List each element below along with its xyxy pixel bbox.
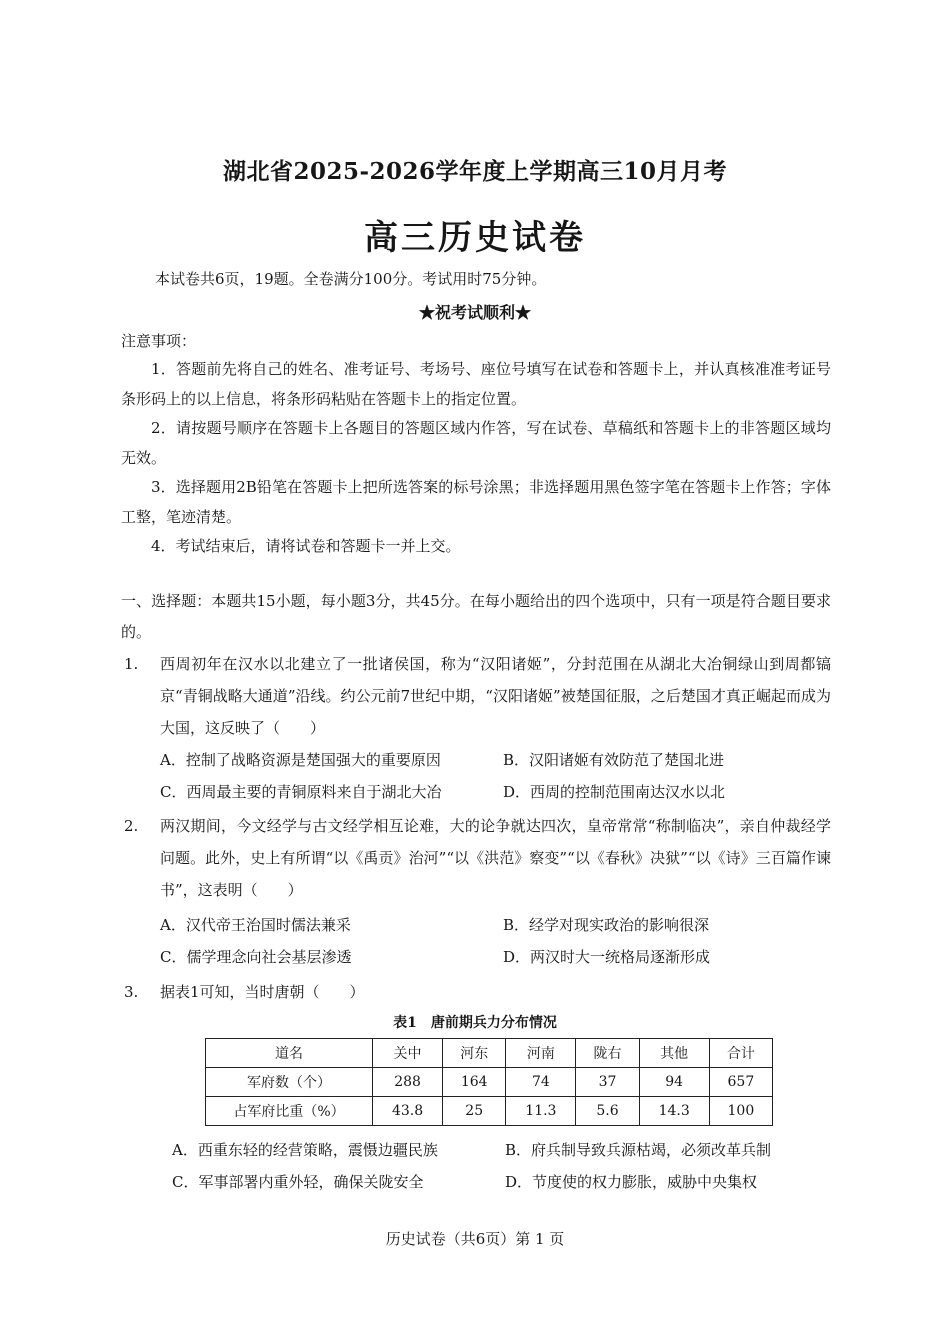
notice-item: 1．答题前先将自己的姓名、准考证号、考场号、座位号填写在试卷和答题卡上，并认真核准准考证号条形码上的以上信息，将条形码粘贴在答题卡上的指定位置。 [121, 360, 831, 408]
subject-title: 高三历史试卷 [364, 218, 586, 258]
option-b: B．府兵制导致兵源枯竭，必须改革兵制 [505, 1141, 772, 1159]
option-c: C．军事部署内重外轻，确保关陇安全 [172, 1173, 424, 1191]
notice-item: 4．考试结束后，请将试卷和答题卡一并上交。 [151, 537, 461, 555]
table-header-row [206, 1039, 773, 1068]
table-header-cell: 其他 [639, 1039, 709, 1068]
option-b: B．汉阳诸姬有效防范了楚国北进 [503, 751, 725, 769]
table-row-label: 军府数（个） [206, 1068, 373, 1097]
question-stem: 西周初年在汉水以北建立了一批诸侯国，称为“汉阳诸姬”，分封范围在从湖北大冶铜绿山到周都镐京“青铜战略大通道”沿线。约公元前7世纪中期，“汉阳诸姬”被楚国征服，之后楚国才真正崛起而成为大国，这反映了（ ） [160, 655, 831, 737]
good-luck-banner: ★祝考试顺利★ [418, 303, 531, 322]
question-2 [121, 810, 831, 906]
option-b: B．经学对现实政治的影响很深 [503, 916, 710, 934]
question-stem: 两汉期间，今文经学与古文经学相互论难，大的论争就达四次，皇帝常常“称制临决”，亲自仲裁经学问题。此外，史上有所谓“以《禹贡》治河”“以《洪范》察变”“以《春秋》决狱”“以《诗》三百篇作谏书”，这表明（ ） [160, 817, 831, 899]
table-cell: 11.3 [506, 1097, 576, 1126]
notice-heading: 注意事项： [121, 332, 197, 350]
table-header-cell: 道名 [206, 1039, 373, 1068]
table-cell: 657 [709, 1068, 772, 1097]
question-number: 3. [124, 983, 139, 1001]
table-cell: 37 [576, 1068, 639, 1097]
exam-info: 本试卷共6页，19题。全卷满分100分。考试用时75分钟。 [155, 270, 547, 288]
notice-item: 3．选择题用2B铅笔在答题卡上把所选答案的标号涂黑；非选择题用黑色签字笔在答题卡上作答；字体工整，笔迹清楚。 [121, 478, 831, 526]
question-stem: 据表1可知，当时唐朝（ ） [160, 983, 365, 1001]
table-header-cell: 关中 [373, 1039, 443, 1068]
exam-title: 湖北省2025-2026学年度上学期高三10月月考 [222, 158, 728, 185]
table-cell: 164 [443, 1068, 506, 1097]
question-number: 2. [124, 817, 139, 835]
option-d: D．两汉时大一统格局逐渐形成 [503, 948, 711, 966]
option-d: D．节度使的权力膨胀，威胁中央集权 [505, 1173, 758, 1191]
notice-item: 2．请按题号顺序在答题卡上各题目的答题区域内作答，写在试卷、草稿纸和答题卡上的非答题区域均无效。 [121, 419, 831, 467]
table-row [206, 1068, 773, 1097]
page-footer: 历史试卷（共6页）第 1 页 [385, 1230, 565, 1248]
section-heading: 一、选择题：本题共15小题，每小题3分，共45分。在每小题给出的四个选项中，只有一项是符合题目要求的。 [121, 592, 831, 641]
notice-list [121, 355, 831, 562]
option-c: C．西周最主要的青铜原料来自于湖北大冶 [160, 783, 442, 801]
table-cell: 5.6 [576, 1097, 639, 1126]
table-header-cell: 陇右 [576, 1039, 639, 1068]
table-header-cell: 合计 [709, 1039, 772, 1068]
option-a: A．控制了战略资源是楚国强大的重要原因 [160, 751, 441, 769]
table-row [206, 1097, 773, 1126]
table-header-cell: 河南 [506, 1039, 576, 1068]
table-cell: 100 [709, 1097, 772, 1126]
table-title: 表1 唐前期兵力分布情况 [393, 1015, 557, 1031]
question-3 [121, 976, 831, 1008]
troop-distribution-table [205, 1038, 773, 1126]
question-1 [121, 648, 831, 744]
option-a: A．汉代帝王治国时儒法兼采 [160, 916, 351, 934]
table-header-cell: 河东 [443, 1039, 506, 1068]
option-a: A．西重东轻的经营策略，震慑边疆民族 [172, 1141, 438, 1159]
table-cell: 94 [639, 1068, 709, 1097]
table-cell: 25 [443, 1097, 506, 1126]
option-c: C．儒学理念向社会基层渗透 [160, 948, 352, 966]
table-row-label: 占军府比重（%） [206, 1097, 373, 1126]
table-cell: 14.3 [639, 1097, 709, 1126]
question-number: 1. [124, 655, 139, 673]
table-cell: 74 [506, 1068, 576, 1097]
table-cell: 288 [373, 1068, 443, 1097]
option-d: D．西周的控制范围南达汉水以北 [503, 783, 726, 801]
table-cell: 43.8 [373, 1097, 443, 1126]
